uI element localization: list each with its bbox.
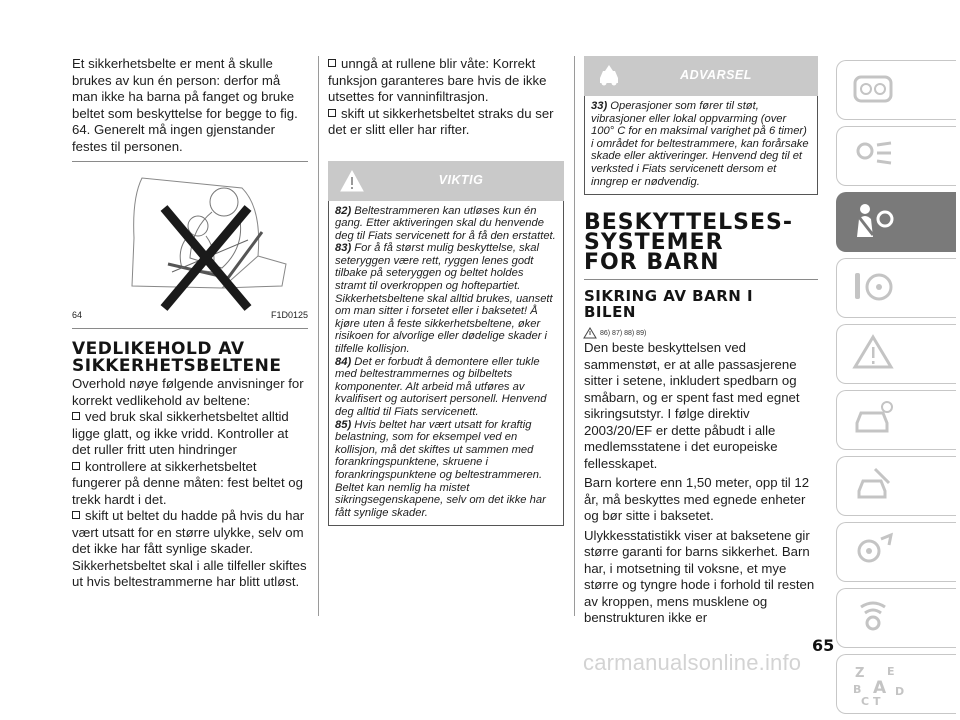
car-emergency-icon (851, 399, 895, 439)
warning-item (591, 100, 811, 188)
warning-triangle-icon (851, 333, 895, 373)
divider (584, 279, 818, 280)
warning-triangle-icon (584, 328, 596, 338)
section-heading-line-2: SIKKERHETSBELTENE (72, 356, 282, 376)
list-item (72, 459, 308, 509)
divider (72, 161, 308, 162)
list-item (72, 508, 308, 558)
list-item-text: kontrollere at sikkerhetsbeltet fungerer på denne måten: fest beltet og trekk hardt i det. (72, 458, 303, 507)
subsection-heading-line-2: BILEN (584, 303, 636, 322)
figure-number: 64 (72, 310, 83, 320)
intro-paragraph: Et sikkerhetsbelte er ment å skulle brukes av kun én person: derfor må man ikke ha barna på fanget og bruke beltet som beskyttelse for begge to fig. 64. Generelt må ingen gjenstander festes til personen. (72, 56, 298, 154)
chapter-heading-line-1: BESKYTTELSES- (584, 210, 794, 236)
chapter-heading-line-2: SYSTEMER (584, 230, 724, 256)
list-item (328, 106, 564, 139)
bullet-square-icon (72, 462, 80, 470)
column-left (72, 56, 308, 591)
tab-maintenance[interactable] (836, 456, 956, 516)
index-letter-d: D (895, 685, 905, 698)
replace-paragraph: Sikkerhetsbeltet skal i alle tilfeller skiftes ut hvis beltestrammerne har blitt utløst. (72, 557, 307, 589)
tab-dashboard[interactable] (836, 60, 956, 120)
section-heading-line-1: VEDLIKEHOLD AV (72, 339, 245, 359)
section-heading (72, 341, 308, 375)
bullet-square-icon (72, 412, 80, 420)
list-item (328, 56, 564, 106)
tab-index[interactable] (836, 654, 956, 714)
note-item (335, 205, 557, 243)
warning-notice-body (584, 96, 818, 195)
tab-lights[interactable] (836, 126, 956, 186)
figure-code: F1D0125 (270, 310, 308, 320)
index-letter-b: B (853, 683, 862, 696)
important-notice (328, 161, 564, 527)
watermark: carmanualsonline.info (583, 650, 802, 675)
child-on-lap-illustration (72, 168, 308, 316)
child-height-paragraph: Barn kortere enn 1,50 meter, opp til 12 år, må beskyttes med egnede enheter og bør sitte i baksetet. (584, 475, 810, 524)
maintenance-intro: Overhold nøye følgende anvisninger for korrekt vedlikehold av beltene: (72, 376, 304, 408)
tab-emergency[interactable] (836, 390, 956, 450)
list-item-text: skift ut beltet du hadde på hvis du har vært utsatt for en større ulykke, selv om det ikke har fått synlige skader. (72, 508, 305, 556)
tab-safety[interactable] (836, 192, 956, 252)
index-letter-z: Z (855, 666, 865, 681)
figure-64 (72, 168, 308, 318)
note-number: 83) (335, 242, 352, 255)
alphabetical-index-icon (851, 663, 911, 707)
note-item (335, 356, 557, 419)
warning-number: 33) (591, 100, 608, 112)
subsection-heading (584, 288, 818, 320)
bullet-square-icon (72, 511, 80, 519)
important-notice-body (328, 201, 564, 527)
bullet-square-icon (328, 109, 336, 117)
car-dashboard-icon (851, 69, 895, 109)
list-item-text: skift ut sikkerhetsbeltet straks du ser det er slitt eller har rifter. (328, 105, 554, 137)
warning-notice-title: ADVARSEL (680, 68, 752, 82)
important-notice-title: VIKTIG (438, 172, 484, 187)
tab-warning-lights[interactable] (836, 324, 956, 384)
note-references (584, 326, 818, 340)
note-number: 85) (335, 418, 352, 431)
note-text: Beltestrammeren kan utløses kun én gang. Etter aktiveringen skal du henvende deg til Fiats servicenett for å få den erstattet. (335, 204, 556, 242)
list-item (72, 409, 308, 459)
tab-technical-data[interactable] (836, 522, 956, 582)
bullet-square-icon (328, 59, 336, 67)
list-item-text: unngå at rullene blir våte: Korrekt funksjon garanteres bare hvis de ikke utsettes for vanninfiltrasjon. (328, 56, 547, 104)
index-letter-a: A (873, 678, 887, 698)
tab-starting-driving[interactable] (836, 258, 956, 318)
statistics-paragraph: Ulykkesstatistikk viser at baksetene gir større garanti for barns sikkerhet. Barn har, i motsetning til voksne, et mye større og tyngre hode i forhold til resten av kroppen, mens musklene og benstrukturen ikke er (584, 527, 815, 626)
note-text: Hvis beltet har vært utsatt for kraftig belastning, som for eksempel ved en kollisjon, må det skiftes ut sammen med forankringspunktene, skruene i forankringspunktene og beltestrammeren. Beltet kan nemlig ha mistet sikringsegenskapene, selv om det ikke har fått synlige skader. (335, 418, 546, 519)
wrench-car-icon (851, 465, 895, 505)
page-number: 65 (812, 636, 835, 655)
chapter-heading (584, 210, 818, 276)
note-number: 82) (335, 204, 352, 217)
key-steering-wheel-icon (851, 267, 895, 307)
column-right (584, 56, 818, 627)
index-letter-c: C (861, 695, 870, 708)
divider (72, 328, 308, 329)
note-text: Det er forbudt å demontere eller tukle med beltestrammernes og bilbeltets komponenter. Alt arbeid må utføres av kvalifisert og autorisert personell. Henvend deg alltid til Fiats servicenett. (335, 355, 547, 418)
note-reference-numbers: 86) 87) 88) 89) (600, 329, 647, 337)
index-letter-t: T (873, 695, 881, 708)
column-separator (574, 56, 575, 616)
tab-multimedia[interactable] (836, 588, 956, 648)
index-letter-e: E (887, 665, 895, 678)
list-item-text: ved bruk skal sikkerhetsbeltet alltid ligge glatt, og ikke vridd. Kontroller at det ruller fritt uten hindringer (72, 409, 289, 457)
column-middle (328, 56, 564, 526)
note-number: 84) (335, 355, 352, 368)
technical-data-icon (851, 531, 895, 571)
note-text: For å få størst mulig beskyttelse, skal seteryggen være rett, ryggen lenes godt tilbake på seteryggen og beltet holdes stramt til overkroppen og hoftepartiet. Sikkerhetsbeltene skal alltid brukes, uansett om man sitter i forsetet eller i baksetet! Å kjøre uten å feste sikkerhetsbeltene, øker risikoen for alvorlige eller dødelige skader i tilfelle kollisjon. (335, 242, 553, 356)
chapter-tabs (836, 60, 956, 720)
subsection-heading-line-1: SIKRING AV BARN I (584, 287, 754, 306)
warning-notice (584, 56, 818, 195)
child-safety-paragraph: Den beste beskyttelsen ved sammenstøt, er at alle passasjerene sitter i setene, inkludert spedbarn og småbarn, og er spent fast med egnet sikringsutstyr. I følge direktiv 2003/20/EF er dette påbudt i alle medlemsstatene i det europeiske fellesskapet. (584, 340, 800, 471)
multimedia-icon (851, 597, 895, 637)
important-notice-header (328, 161, 564, 201)
warning-notice-header (584, 56, 818, 96)
note-item (335, 419, 557, 520)
seatbelt-airbag-icon (851, 201, 895, 241)
chapter-heading-line-3: FOR BARN (584, 250, 720, 276)
warning-text: Operasjoner som fører til støt, vibrasjoner eller lokal oppvarming (over 100° C for en maksimal varighet på 6 timer) i området for beltestrammere, kan forårsake skade eller aktiveringer. Henvend deg til et verksted i Fiats servicenett dersom et inngrep er nødvendig. (591, 100, 809, 188)
lights-icon (851, 135, 895, 175)
note-item (335, 242, 557, 355)
column-separator (318, 56, 319, 616)
